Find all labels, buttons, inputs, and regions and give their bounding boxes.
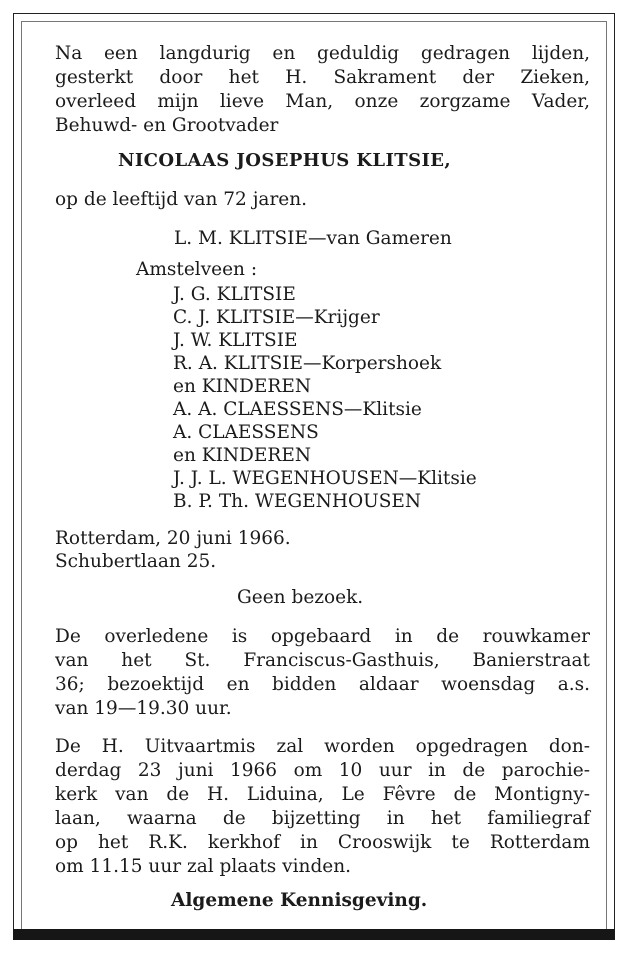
laid-out-line-3: 36; bezoektijd en bidden aldaar woensdag a.s. [55,674,590,695]
laid-out-line-4: van 19—19.30 uur. [55,698,232,719]
no-visit-note: Geen bezoek. [237,587,364,608]
funeral-line-3: kerk van de H. Liduina, Le Fêvre de Montigny- [55,784,590,805]
funeral-line-6: om 11.15 uur zal plaats vinden. [55,856,352,877]
intro-line-3: overleed mijn lieve Man, onze zorgzame Vader, [55,91,590,112]
laid-out-line-1: De overledene is opgebaard in de rouwkamer [55,626,590,647]
spouse-name: L. M. KLITSIE—van Gameren [174,228,452,249]
funeral-line-2: derdag 23 juni 1966 om 10 uur in de parochie- [55,760,590,781]
family-member-3: J. W. KLITSIE [173,330,298,351]
family-member-5: en KINDEREN [173,376,312,397]
family-member-8: en KINDEREN [173,445,312,466]
notice-bottom-rule [13,929,615,940]
family-member-7: A. CLAESSENS [173,422,319,443]
intro-line-4: Behuwd- en Grootvader [55,115,279,136]
laid-out-line-2: van het St. Franciscus-Gasthuis, Banierstraat [55,650,590,671]
funeral-line-1: De H. Uitvaartmis zal worden opgedragen don- [55,736,590,757]
location-label: Amstelveen : [136,259,258,280]
family-member-1: J. G. KLITSIE [173,284,296,305]
funeral-line-4: laan, waarna de bijzetting in het familiegraf [55,808,590,829]
family-member-2: C. J. KLITSIE—Krijger [173,307,380,328]
family-member-6: A. A. CLAESSENS—Klitsie [173,399,422,420]
intro-line-2: gesterkt door het H. Sakrament der Zieken, [55,67,590,88]
family-member-10: B. P. Th. WEGENHOUSEN [173,491,422,512]
deceased-name: NICOLAAS JOSEPHUS KLITSIE, [118,150,452,171]
place-date: Rotterdam, 20 juni 1966. [55,528,291,549]
announcement-footer: Algemene Kennisgeving. [171,890,428,911]
family-member-4: R. A. KLITSIE—Korpershoek [173,353,442,374]
address: Schubertlaan 25. [55,551,217,572]
family-member-9: J. J. L. WEGENHOUSEN—Klitsie [173,468,477,489]
funeral-line-5: op het R.K. kerkhof in Crooswijk te Rotterdam [55,832,590,853]
age-line: op de leeftijd van 72 jaren. [55,189,308,210]
intro-line-1: Na een langdurig en geduldig gedragen lijden, [55,43,590,64]
